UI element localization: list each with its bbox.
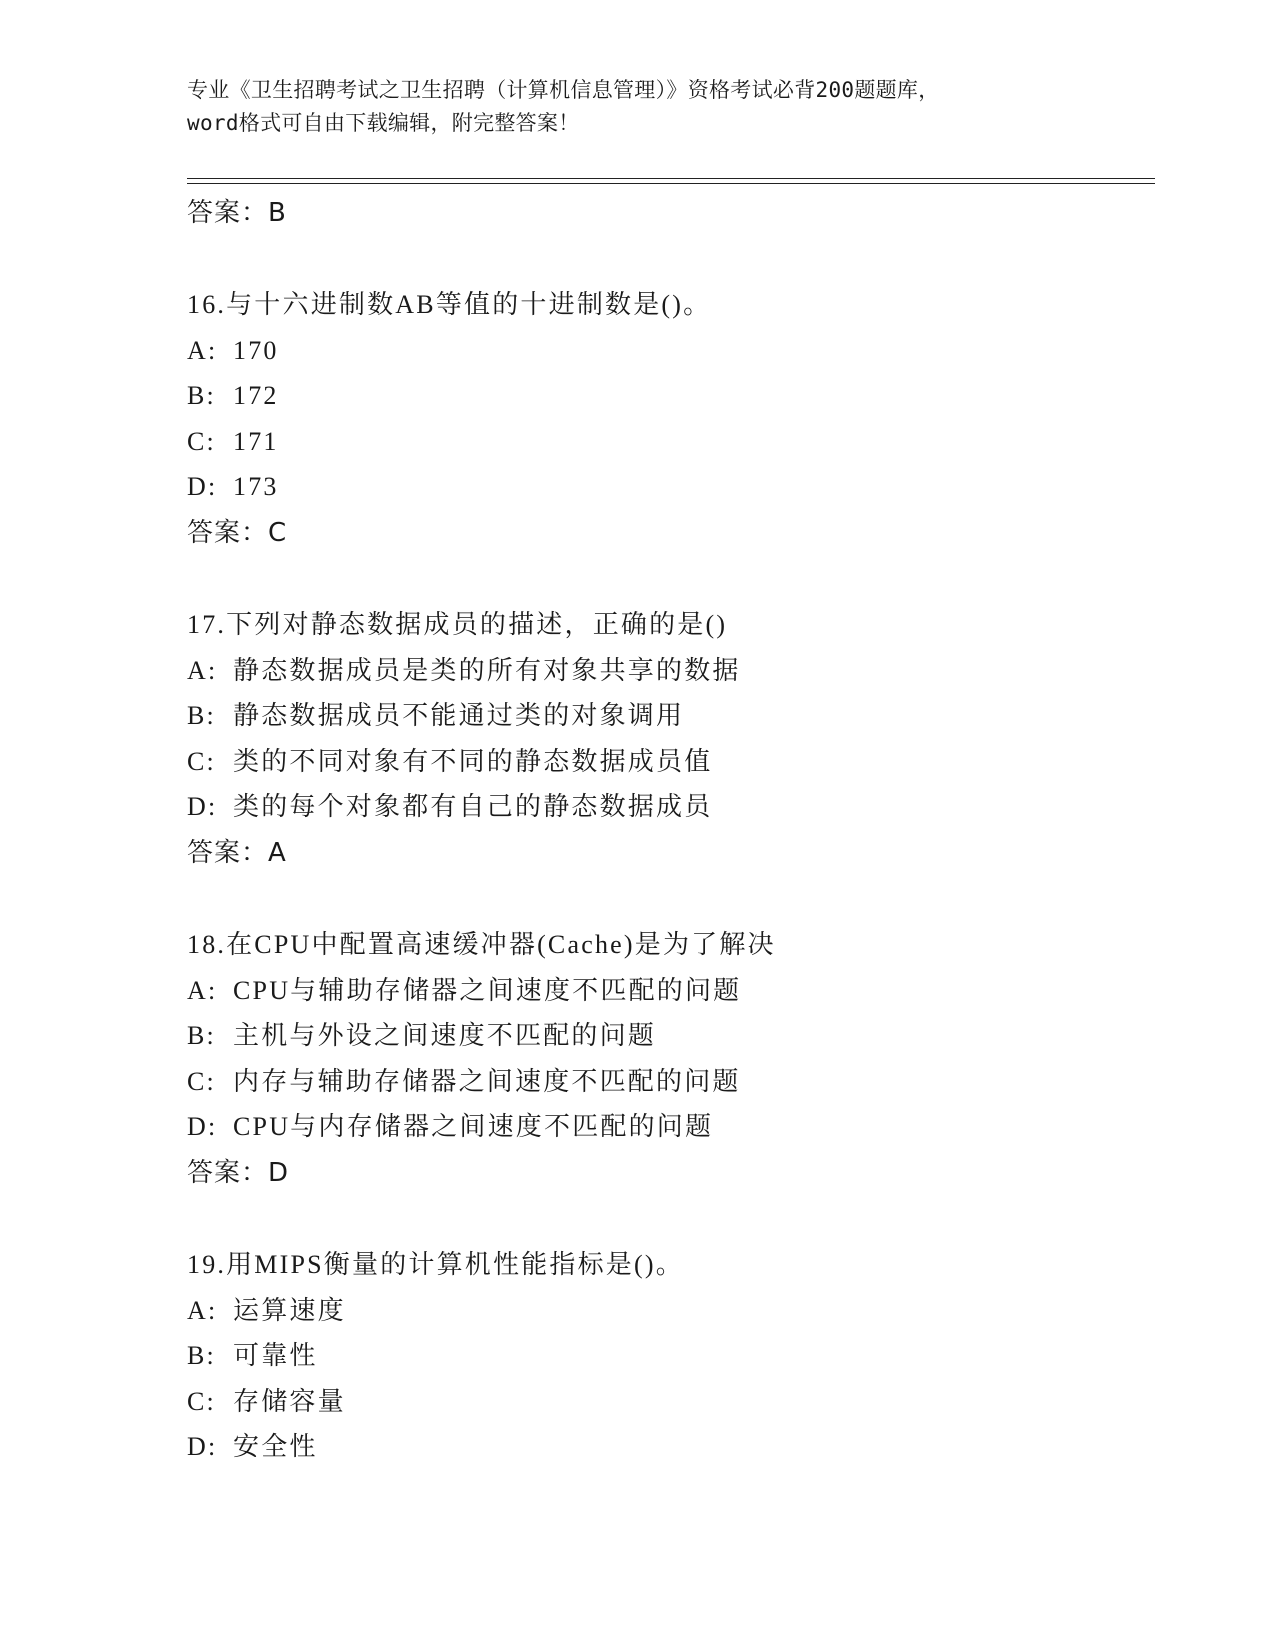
question-stem: 18.在CPU中配置高速缓冲器(Cache)是为了解决 [187, 929, 776, 959]
option-text: 类的每个对象都有自己的静态数据成员 [233, 792, 713, 822]
option-key: C: [187, 746, 216, 776]
document-header [187, 74, 1087, 140]
option-key: B: [187, 701, 216, 731]
option-c [187, 419, 1147, 465]
option-key: A: [187, 655, 218, 685]
answer-line: 答案：D [187, 1157, 290, 1188]
option-a [187, 968, 1147, 1014]
option-d [187, 464, 1147, 510]
option-text: 存储容量 [233, 1386, 346, 1416]
option-key: C: [187, 1386, 216, 1416]
question-18 [187, 922, 1147, 1196]
option-key: B: [187, 1021, 216, 1051]
option-text: 可靠性 [233, 1341, 318, 1371]
option-c [187, 739, 1147, 785]
option-a [187, 328, 1147, 374]
option-text: 172 [233, 381, 279, 411]
option-key: A: [187, 335, 218, 365]
question-stem: 16.与十六进制数AB等值的十进制数是()。 [187, 290, 712, 319]
question-17 [187, 602, 1147, 876]
answer-line: 答案：C [187, 517, 288, 548]
option-key: D: [187, 472, 218, 502]
option-key: C: [187, 426, 216, 456]
option-text: 静态数据成员是类的所有对象共享的数据 [233, 655, 741, 685]
option-key: B: [187, 381, 216, 411]
option-b [187, 373, 1147, 419]
option-a [187, 1288, 1147, 1334]
header-rule-top [187, 178, 1155, 179]
option-text: CPU与辅助存储器之间速度不匹配的问题 [233, 975, 742, 1005]
question-list [187, 190, 1147, 1470]
option-text: 内存与辅助存储器之间速度不匹配的问题 [233, 1066, 741, 1096]
option-d [187, 1104, 1147, 1150]
option-key: B: [187, 1341, 216, 1371]
option-key: D: [187, 1432, 218, 1462]
header-rule-bottom [187, 183, 1155, 184]
option-text: 170 [233, 335, 279, 365]
question-19 [187, 1242, 1147, 1470]
option-a [187, 648, 1147, 694]
option-text: 173 [233, 472, 279, 502]
option-key: D: [187, 792, 218, 822]
option-text: CPU与内存储器之间速度不匹配的问题 [233, 1112, 714, 1142]
option-key: C: [187, 1066, 216, 1096]
answer-line: 答案：A [187, 837, 287, 868]
option-b [187, 1013, 1147, 1059]
question-stem: 17.下列对静态数据成员的描述，正确的是() [187, 609, 728, 639]
option-b [187, 693, 1147, 739]
option-key: A: [187, 1295, 218, 1325]
question-stem: 19.用MIPS衡量的计算机性能指标是()。 [187, 1249, 684, 1279]
question-16 [187, 282, 1147, 556]
option-text: 安全性 [233, 1432, 318, 1462]
option-text: 171 [233, 426, 279, 456]
header-line-1: 专业《卫生招聘考试之卫生招聘（计算机信息管理）》资格考试必背200题题库， [187, 78, 940, 102]
option-d [187, 784, 1147, 830]
option-text: 静态数据成员不能通过类的对象调用 [233, 701, 685, 731]
option-b [187, 1333, 1147, 1379]
option-text: 类的不同对象有不同的静态数据成员值 [233, 746, 713, 776]
option-c [187, 1379, 1147, 1425]
previous-answer: 答案：B [187, 198, 287, 228]
option-key: A: [187, 975, 218, 1005]
option-c [187, 1059, 1147, 1105]
option-text: 运算速度 [233, 1295, 346, 1325]
header-line-2: word格式可自由下载编辑，附完整答案！ [187, 111, 580, 135]
option-d [187, 1424, 1147, 1470]
option-text: 主机与外设之间速度不匹配的问题 [233, 1021, 657, 1051]
option-key: D: [187, 1112, 218, 1142]
